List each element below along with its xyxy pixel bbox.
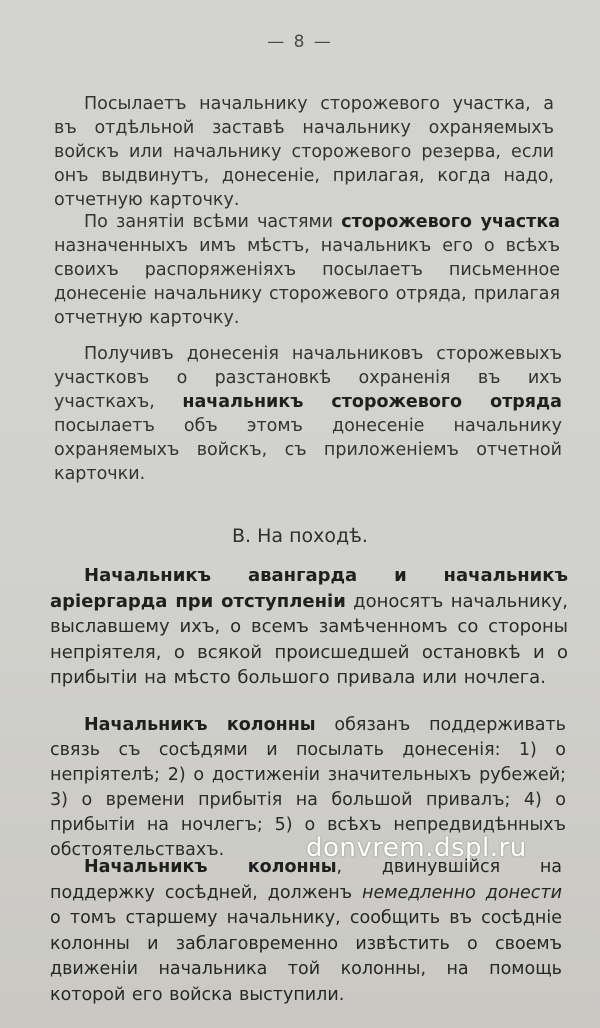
paragraph-text-mid: , двинувшійся на поддержку сосѣдней, долженъ	[50, 857, 562, 903]
paragraph-vanguard-rearguard	[50, 563, 568, 691]
paragraph-text-end: посылаетъ объ этомъ донесеніе начальнику охраняемыхъ войскъ, съ приложеніемъ отчетной карточки.	[54, 416, 562, 484]
site-watermark: donvrem.dspl.ru	[306, 833, 527, 863]
bold-term-column-chief: Начальникъ колонны	[84, 857, 337, 877]
paragraph-column-support	[50, 855, 562, 1008]
paragraph-guard-detachment-report	[54, 342, 562, 486]
paragraph-text-start: По занятіи всѣми частями	[84, 212, 342, 232]
section-heading-on-march: В. На походѣ.	[232, 525, 368, 547]
paragraph-text-end: доносятъ начальнику, выславшему ихъ, о всемъ замѣченномъ со стороны непріятеля, о всякой происшедшей остановкѣ и о прибытіи на мѣсто большого привала или ночлега.	[50, 590, 568, 688]
paragraph-sector-occupation	[54, 210, 560, 330]
bold-term-guard-detachment-chief: начальникъ сторожевого отряда	[182, 392, 562, 412]
page-number: — 8 —	[267, 32, 333, 52]
italic-phrase-report-immediately: немедленно донести	[362, 882, 562, 903]
paragraph-text-end: о томъ старшему начальнику, сообщить въ сосѣдніе колонны и заблаговременно извѣстить о своемъ движеніи начальника той колонны, на помощь которой его войска выступили.	[50, 908, 562, 1005]
bold-term-column-chief: Начальникъ колонны	[84, 715, 316, 735]
paragraph-report-to-sector-chief	[54, 92, 554, 212]
paragraph-text-end: обязанъ поддерживать связь съ сосѣдями и посылать донесенія: 1) о непріятелѣ; 2) о достиженіи значительныхъ рубежей; 3) о времени прибытія на большой привалъ; 4) о прибытіи на ночлегъ; 5) о всѣхъ непредвидѣнныхъ обстоятельствахъ.	[50, 715, 566, 860]
paragraph-text-end: назначенныхъ имъ мѣстъ, начальникъ его о всѣхъ своихъ распоряженіяхъ посылаетъ письменное донесеніе начальнику сторожевого отряда, прилагая отчетную карточку.	[54, 236, 560, 328]
bold-term-guard-sector: сторожевого участка	[341, 212, 561, 232]
paragraph-text: Посылаетъ начальнику сторожевого участка, а въ отдѣльной заставѣ начальнику охраняемыхъ войскъ или начальнику сторожевого резерва, если онъ выдвинутъ, донесеніе, прилагая, когда надо, отчетную карточку.	[54, 94, 554, 210]
bold-term-vanguard-chief: Начальникъ авангарда и начальникъ аріергарда при отступленіи	[50, 565, 568, 612]
paragraph-text-start: Получивъ донесенія начальниковъ сторожевыхъ участковъ о разстановкѣ охраненія въ ихъ участкахъ,	[54, 344, 562, 412]
